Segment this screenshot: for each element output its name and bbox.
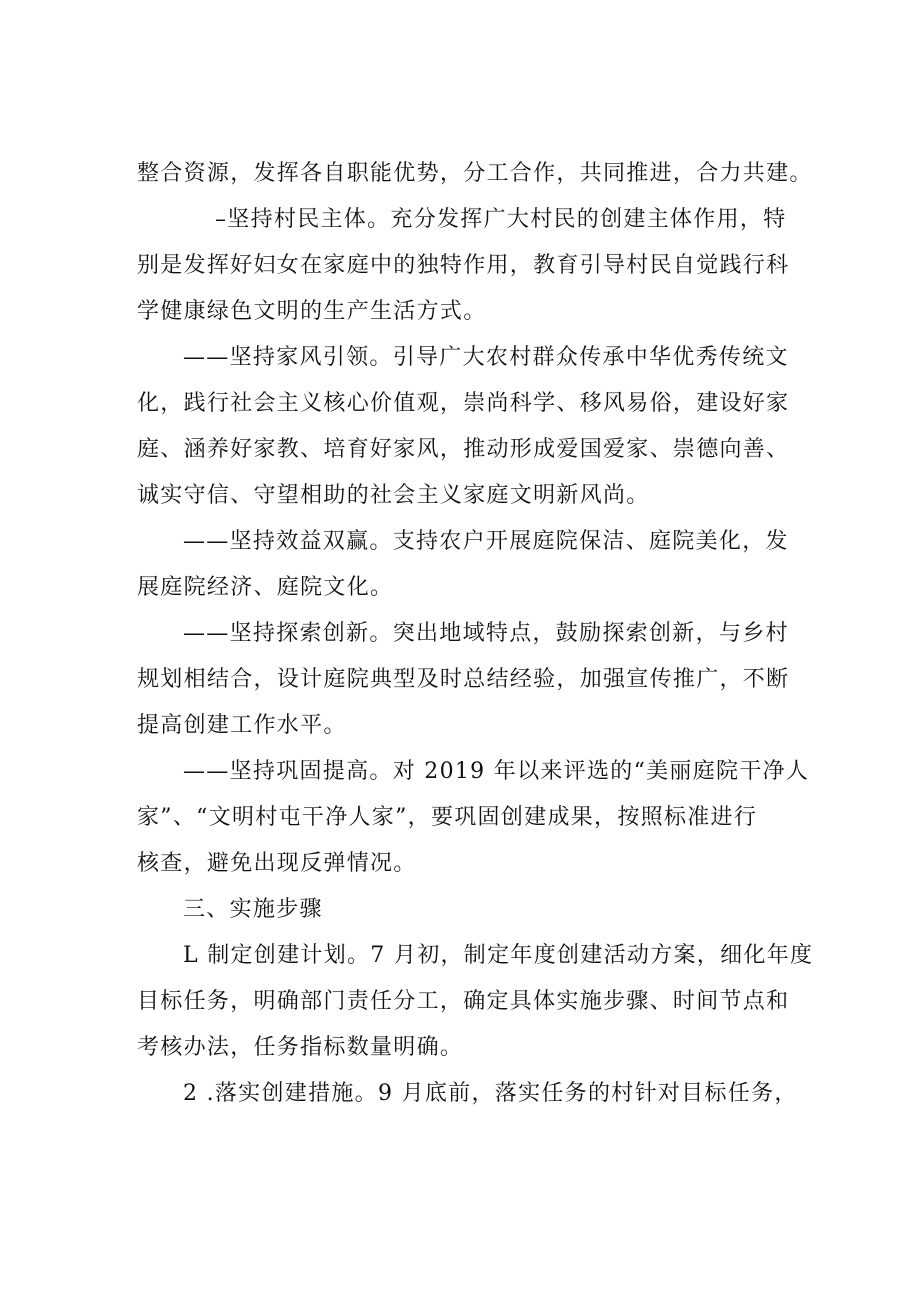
body-text-line: 核查，避免出现反弹情况。 <box>137 851 417 876</box>
body-text-line: 考核办法，任务指标数量明确。 <box>137 1035 464 1060</box>
body-text-line: 提高创建工作水平。 <box>137 713 347 738</box>
body-text-line: 诚实守信、守望相助的社会主义家庭文明新风尚。 <box>137 483 650 508</box>
body-text-line: L 制定创建计划。7 月初，制定年度创建活动方案，细化年度 <box>183 943 814 968</box>
body-text-line: 规划相结合，设计庭院典型及时总结经验，加强宣传推广，不断 <box>137 667 790 692</box>
body-text-line: 2 .落实创建措施。9 月底前，落实任务的村针对目标任务， <box>183 1081 798 1106</box>
body-text-line: 庭、涵养好家教、培育好家风，推动形成爱国爱家、崇德向善、 <box>137 437 790 462</box>
body-text-line: ——坚持效益双赢。支持农户开展庭院保洁、庭院美化，发 <box>183 529 789 554</box>
body-text-line: 展庭院经济、庭院文化。 <box>137 575 394 600</box>
section-heading: 三、实施步骤 <box>183 897 323 922</box>
body-text-line: 化，践行社会主义核心价值观，崇尚科学、移风易俗，建设好家 <box>137 391 790 416</box>
body-text-line: –坚持村民主体。充分发挥广大村民的创建主体作用，特 <box>215 207 787 232</box>
body-text-line: ——坚持家风引领。引导广大农村群众传承中华优秀传统文 <box>183 345 789 370</box>
body-text-line: 别是发挥好妇女在家庭中的独特作用，教育引导村民自觉践行科 <box>137 253 790 278</box>
body-text-line: ——坚持探索创新。突出地域特点，鼓励探索创新，与乡村 <box>183 621 789 646</box>
body-text-line: ——坚持巩固提高。对 2019 年以来评选的“美丽庭院干净人 <box>183 759 810 784</box>
body-text-line: 学健康绿色文明的生产生活方式。 <box>137 299 487 324</box>
body-text-line: 家”、“文明村屯干净人家”，要巩固创建成果，按照标准进行 <box>137 805 758 830</box>
body-text-line: 目标任务，明确部门责任分工，确定具体实施步骤、时间节点和 <box>137 989 790 1014</box>
body-text-line: 整合资源，发挥各自职能优势，分工合作，共同推进，合力共建。 <box>137 161 813 186</box>
